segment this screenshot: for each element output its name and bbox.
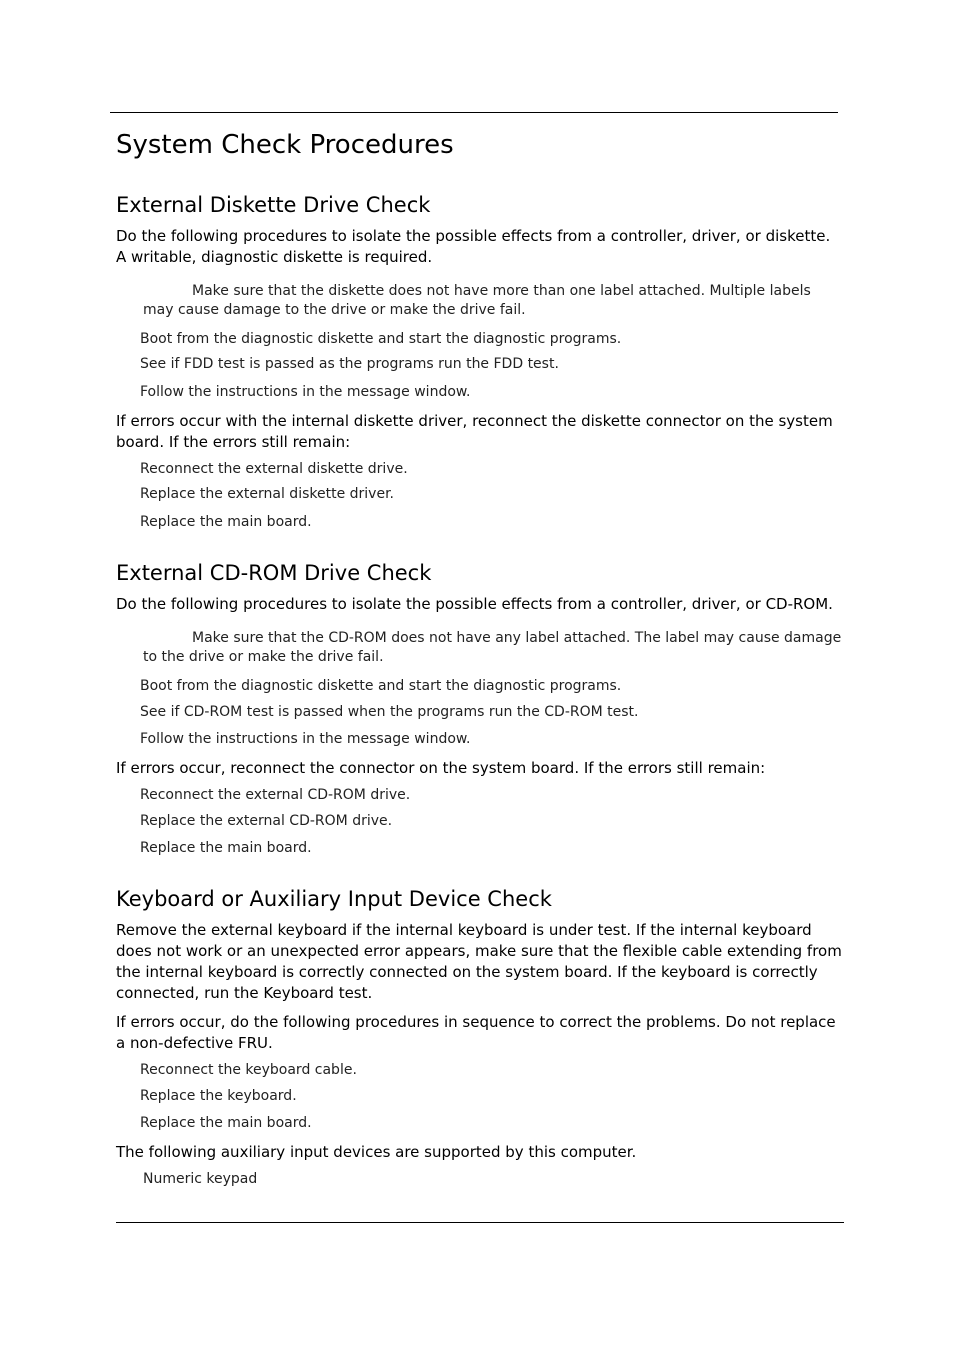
list-item: Reconnect the external CD-ROM drive.: [140, 787, 411, 803]
errors-intro: If errors occur, reconnect the connector on the system board. If the errors still remain:: [116, 759, 766, 777]
bottom-rule: [116, 1222, 844, 1223]
list-item: Replace the main board.: [140, 1115, 312, 1131]
section-heading-cdrom: External CD-ROM Drive Check: [116, 561, 432, 585]
section-intro: Remove the external keyboard if the internal keyboard is under test. If the internal keyboard does not work or an unexpected error appears, make sure that the flexible cable extending from the internal keyboard is correctly connected on the system board. If the keyboard is correctly connected, run the Keyboard test.: [116, 921, 842, 1002]
list-item: Follow the instructions in the message window.: [140, 731, 471, 747]
list-item: Replace the keyboard.: [140, 1088, 297, 1104]
list-item: See if FDD test is passed as the programs run the FDD test.: [140, 356, 559, 372]
section-intro: Do the following procedures to isolate the possible effects from a controller, driver, or CD-ROM.: [116, 595, 833, 613]
list-item: Reconnect the keyboard cable.: [140, 1062, 357, 1078]
list-item: Numeric keypad: [143, 1171, 258, 1187]
list-item: Replace the main board.: [140, 514, 312, 530]
section-heading-keyboard: Keyboard or Auxiliary Input Device Check: [116, 887, 552, 911]
list-item: See if CD-ROM test is passed when the programs run the CD-ROM test.: [140, 704, 639, 720]
devices-intro: The following auxiliary input devices are supported by this computer.: [116, 1143, 637, 1161]
errors-intro: If errors occur, do the following procedures in sequence to correct the problems. Do not replace a non-defective FRU.: [116, 1013, 836, 1052]
list-item: Reconnect the external diskette drive.: [140, 461, 408, 477]
list-item: Replace the external diskette driver.: [140, 486, 394, 502]
top-rule: [110, 112, 838, 113]
section-heading-diskette: External Diskette Drive Check: [116, 193, 431, 217]
list-item: Replace the main board.: [140, 840, 312, 856]
section-intro: Do the following procedures to isolate the possible effects from a controller, driver, or diskette. A writable, diagnostic diskette is required.: [116, 227, 831, 266]
page-title: System Check Procedures: [116, 130, 454, 160]
list-item: Follow the instructions in the message window.: [140, 384, 471, 400]
list-item: Replace the external CD-ROM drive.: [140, 813, 393, 829]
caution-note: Make sure that the CD-ROM does not have any label attached. The label may cause damage to the drive or make the drive fail.: [143, 630, 842, 665]
errors-intro: If errors occur with the internal diskette driver, reconnect the diskette connector on the system board. If the errors still remain:: [116, 412, 833, 451]
list-item: Boot from the diagnostic diskette and start the diagnostic programs.: [140, 678, 622, 694]
caution-note: Make sure that the diskette does not have more than one label attached. Multiple labels may cause damage to the drive or make the drive fail.: [143, 283, 811, 318]
list-item: Boot from the diagnostic diskette and start the diagnostic programs.: [140, 331, 622, 347]
